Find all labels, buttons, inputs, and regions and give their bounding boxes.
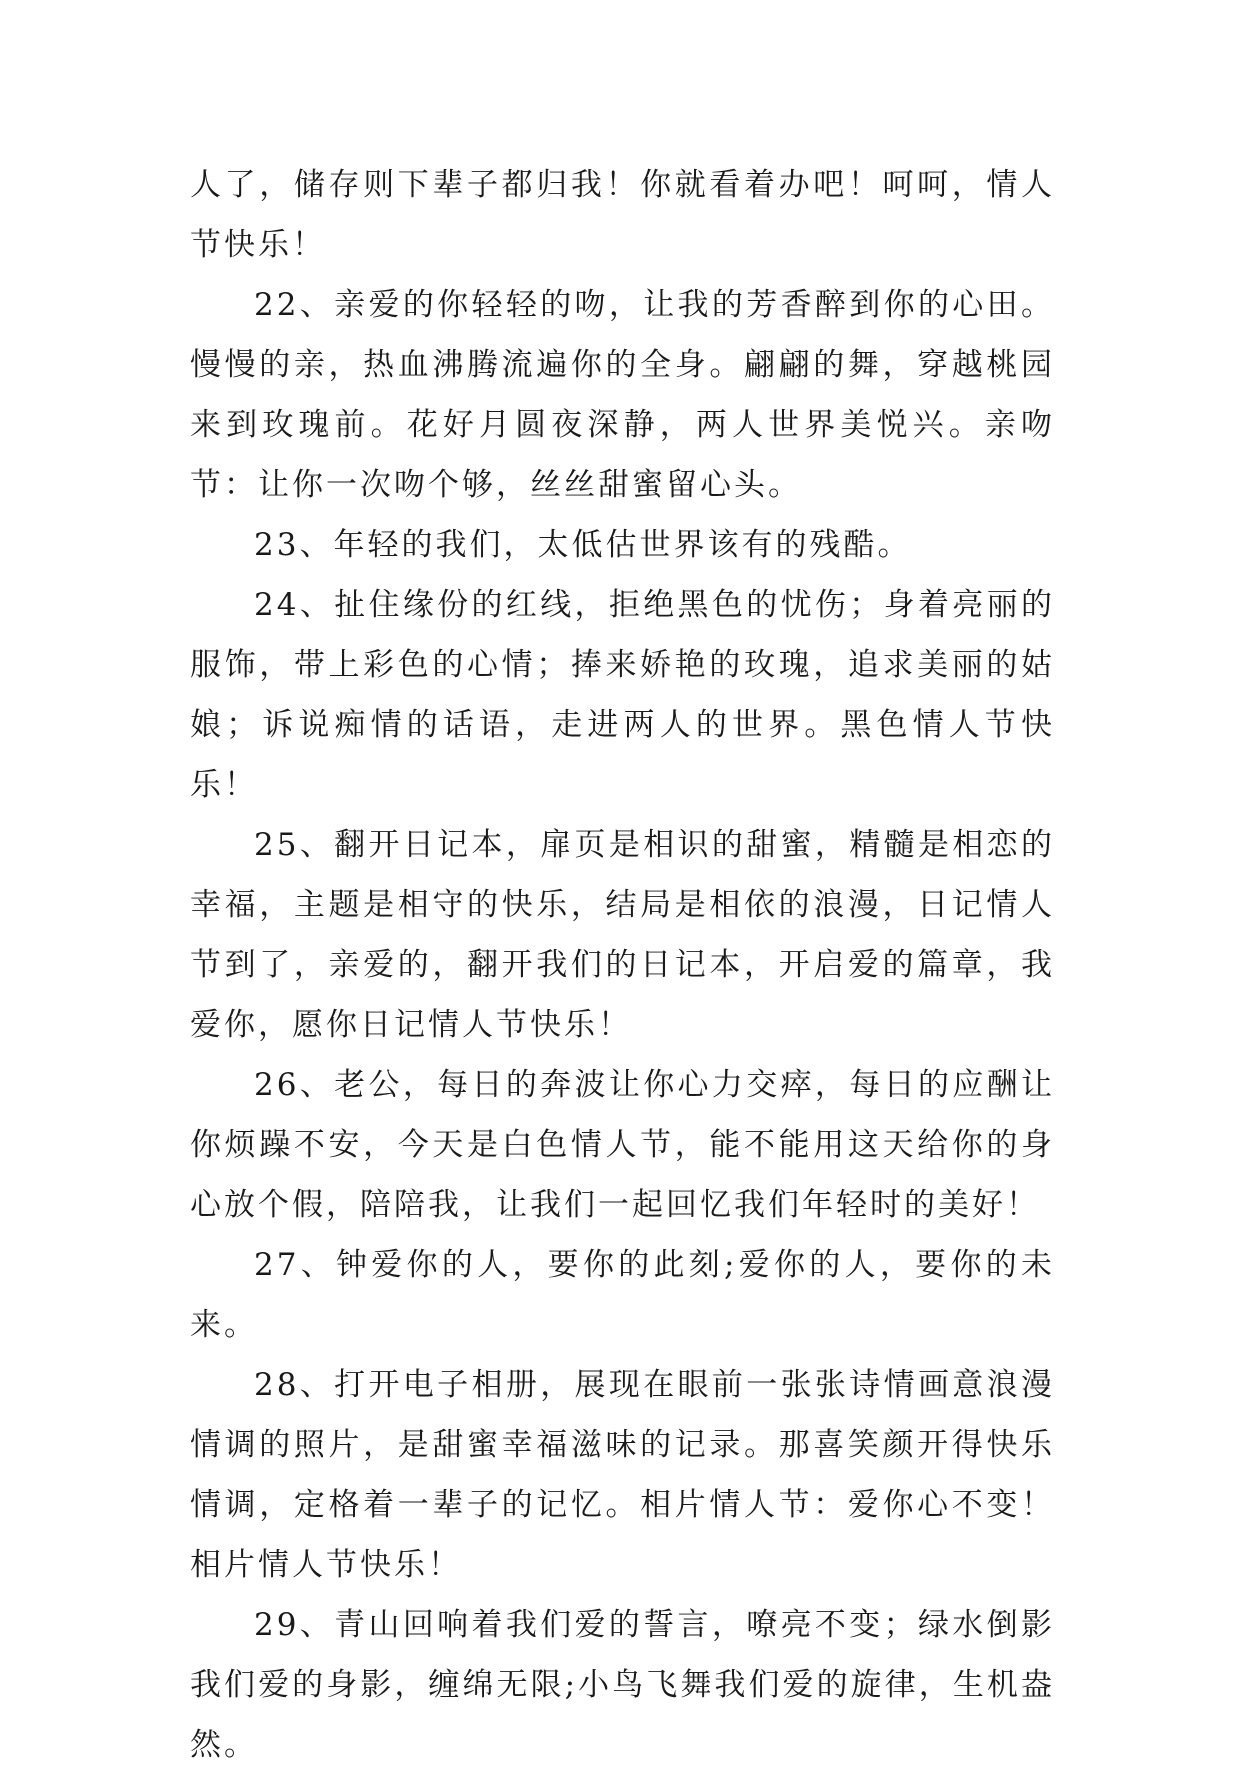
paragraph-22: 22、亲爱的你轻轻的吻，让我的芳香醉到你的心田。慢慢的亲，热血沸腾流遍你的全身。翩翩的舞，穿越桃园来到玫瑰前。花好月圆夜深静，两人世界美悦兴。亲吻节：让你一次吻个够，丝丝甜蜜留心头。	[190, 287, 1055, 503]
paragraph-25: 25、翻开日记本，扉页是相识的甜蜜，精髓是相恋的幸福，主题是相守的快乐，结局是相依的浪漫，日记情人节到了，亲爱的，翻开我们的日记本，开启爱的篇章，我爱你，愿你日记情人节快乐！	[190, 827, 1055, 1043]
paragraph-23: 23、年轻的我们，太低估世界该有的残酷。	[254, 527, 912, 563]
paragraph-28: 28、打开电子相册，展现在眼前一张张诗情画意浪漫情调的照片，是甜蜜幸福滋味的记录。那喜笑颜开得快乐情调，定格着一辈子的记忆。相片情人节：爱你心不变！相片情人节快乐！	[190, 1367, 1055, 1583]
paragraph-continuation: 人了，储存则下辈子都归我！你就看着办吧！呵呵，情人节快乐！	[190, 167, 1055, 263]
document-body	[190, 155, 1055, 1775]
paragraph-27: 27、钟爱你的人，要你的此刻;爱你的人，要你的未来。	[190, 1247, 1055, 1343]
paragraph-26: 26、老公，每日的奔波让你心力交瘁，每日的应酬让你烦躁不安，今天是白色情人节，能不能用这天给你的身心放个假，陪陪我，让我们一起回忆我们年轻时的美好！	[190, 1067, 1055, 1223]
paragraph-29: 29、青山回响着我们爱的誓言，嘹亮不变；绿水倒影我们爱的身影，缠绵无限;小鸟飞舞我们爱的旋律，生机盎然。	[190, 1607, 1055, 1763]
paragraph-24: 24、扯住缘份的红线，拒绝黑色的忧伤；身着亮丽的服饰，带上彩色的心情；捧来娇艳的玫瑰，追求美丽的姑娘；诉说痴情的话语，走进两人的世界。黑色情人节快乐！	[190, 587, 1055, 803]
